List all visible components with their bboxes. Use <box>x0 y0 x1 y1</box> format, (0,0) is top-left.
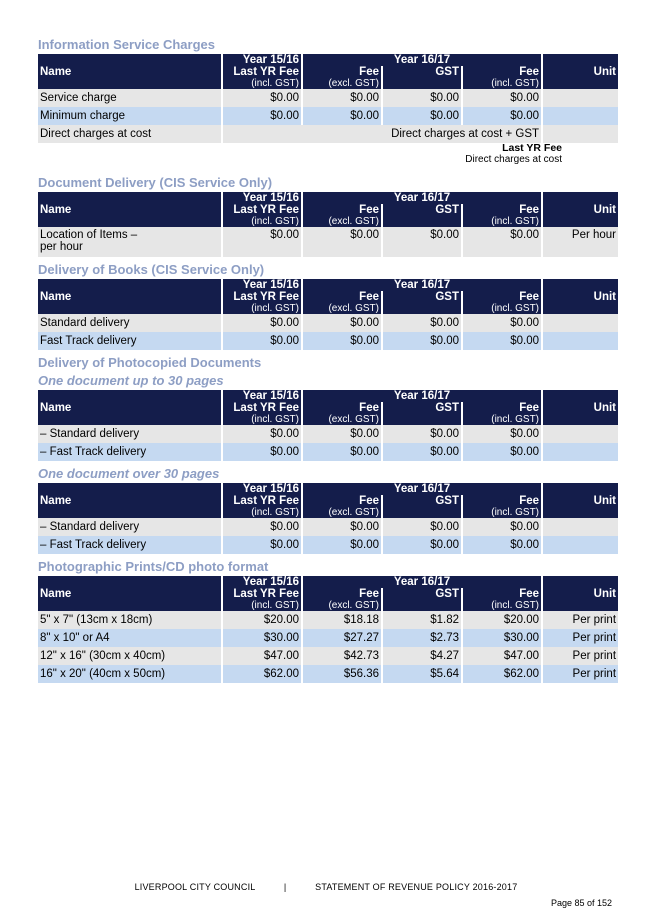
row-name: – Standard delivery <box>38 425 221 443</box>
table-row <box>38 536 618 554</box>
header-gst: GST <box>383 588 461 600</box>
row-last-year-fee: $62.00 <box>223 665 301 683</box>
header-fee-incl: Fee <box>463 291 541 303</box>
header-fee: Fee <box>303 291 381 303</box>
header-incl-gst: (incl. GST) <box>463 78 541 89</box>
row-fee-incl: $0.00 <box>463 332 541 350</box>
row-fee-excl: $0.00 <box>303 518 381 536</box>
row-fee-excl: $0.00 <box>303 227 381 257</box>
header-unit: Unit <box>543 576 618 611</box>
direct-charges-note: Direct charges at cost + GST <box>223 125 541 143</box>
section-title-photocopied-documents: Delivery of Photocopied Documents <box>38 355 262 370</box>
header-fee-incl: Fee <box>463 402 541 414</box>
header-year-1617: Year 16/17 <box>303 483 541 495</box>
header-name: Name <box>38 390 221 425</box>
row-gst: $0.00 <box>383 332 461 350</box>
header-last-yr-fee: Last YR Fee <box>223 291 301 303</box>
header-last-yr-fee: Last YR Fee <box>223 588 301 600</box>
row-gst: $0.00 <box>383 227 461 257</box>
header-gst: GST <box>383 495 461 507</box>
row-gst: $2.73 <box>383 629 461 647</box>
header-name: Name <box>38 576 221 611</box>
row-fee-incl: $0.00 <box>463 443 541 461</box>
table-row <box>38 443 618 461</box>
header-gst: GST <box>383 291 461 303</box>
table-row <box>38 125 618 143</box>
table-row <box>38 665 618 683</box>
table-row <box>38 629 618 647</box>
row-gst: $0.00 <box>383 314 461 332</box>
header-last-yr-fee: Last YR Fee <box>223 402 301 414</box>
row-name: 5" x 7" (13cm x 18cm) <box>38 611 221 629</box>
header-incl-gst: (incl. GST) <box>223 414 301 425</box>
header-fee-incl: Fee <box>463 588 541 600</box>
header-incl-gst: (incl. GST) <box>463 600 541 611</box>
row-name: 8" x 10" or A4 <box>38 629 221 647</box>
row-unit <box>543 536 618 554</box>
last-year-fee-label: Last YR Fee <box>502 142 562 154</box>
row-unit: Per hour <box>543 227 618 257</box>
row-name: 16" x 20" (40cm x 50cm) <box>38 665 221 683</box>
table-row <box>38 647 618 665</box>
row-fee-excl: $0.00 <box>303 536 381 554</box>
footer-council: LIVERPOOL CITY COUNCIL <box>134 882 256 892</box>
row-last-year-fee: $0.00 <box>223 107 301 125</box>
row-name: Direct charges at cost <box>38 125 221 143</box>
fees-table-up-to-30-pages <box>36 390 620 461</box>
row-last-year-fee: $0.00 <box>223 314 301 332</box>
row-name-line2: per hour <box>40 241 83 253</box>
fees-table-over-30-pages <box>36 483 620 554</box>
row-fee-incl: $0.00 <box>463 425 541 443</box>
row-fee-incl: $0.00 <box>463 518 541 536</box>
row-gst: $0.00 <box>383 518 461 536</box>
row-name: 12" x 16" (30cm x 40cm) <box>38 647 221 665</box>
row-fee-excl: $27.27 <box>303 629 381 647</box>
header-excl-gst: (excl. GST) <box>303 78 381 89</box>
section-title-document-delivery: Document Delivery (CIS Service Only) <box>38 175 273 190</box>
footer-policy: STATEMENT OF REVENUE POLICY 2016-2017 <box>315 882 518 892</box>
header-incl-gst: (incl. GST) <box>223 600 301 611</box>
row-unit: Per print <box>543 611 618 629</box>
fees-table-delivery-of-books <box>36 279 620 350</box>
table-row <box>38 611 618 629</box>
row-name: Minimum charge <box>38 107 221 125</box>
subsection-title-over-30-pages: One document over 30 pages <box>38 466 220 481</box>
row-fee-incl: $0.00 <box>463 314 541 332</box>
row-fee-excl: $0.00 <box>303 107 381 125</box>
row-fee-incl: $47.00 <box>463 647 541 665</box>
header-year-1617: Year 16/17 <box>303 192 541 204</box>
header-year-1617: Year 16/17 <box>303 279 541 291</box>
row-last-year-fee: $0.00 <box>223 332 301 350</box>
table-row <box>38 518 618 536</box>
table-header <box>38 192 618 227</box>
row-name: Standard delivery <box>38 314 221 332</box>
header-incl-gst: (incl. GST) <box>223 78 301 89</box>
row-gst: $0.00 <box>383 443 461 461</box>
row-name: – Fast Track delivery <box>38 443 221 461</box>
row-fee-excl: $0.00 <box>303 332 381 350</box>
section-title-delivery-of-books: Delivery of Books (CIS Service Only) <box>38 262 265 277</box>
header-unit: Unit <box>543 390 618 425</box>
table-row <box>38 332 618 350</box>
header-name: Name <box>38 54 221 89</box>
header-incl-gst: (incl. GST) <box>463 303 541 314</box>
row-fee-excl: $18.18 <box>303 611 381 629</box>
row-last-year-fee: $0.00 <box>223 536 301 554</box>
header-year-1516: Year 15/16 <box>223 483 301 495</box>
row-unit <box>543 107 618 125</box>
row-last-year-fee: $0.00 <box>223 443 301 461</box>
row-name: Fast Track delivery <box>38 332 221 350</box>
table-row <box>38 89 618 107</box>
row-gst: $0.00 <box>383 425 461 443</box>
header-gst: GST <box>383 402 461 414</box>
row-gst: $1.82 <box>383 611 461 629</box>
header-incl-gst: (incl. GST) <box>223 507 301 518</box>
row-gst: $4.27 <box>383 647 461 665</box>
table-header <box>38 576 618 611</box>
row-fee-incl: $0.00 <box>463 107 541 125</box>
subsection-title-up-to-30-pages: One document up to 30 pages <box>38 373 224 388</box>
last-year-fee-note <box>38 143 614 165</box>
table-row <box>38 107 618 125</box>
fees-table-photographic-prints <box>36 576 620 683</box>
table-header <box>38 390 618 425</box>
fees-table-document-delivery <box>36 192 620 257</box>
page-number: Page 85 of 152 <box>550 898 612 908</box>
row-gst: $5.64 <box>383 665 461 683</box>
row-gst: $0.00 <box>383 107 461 125</box>
section-title-photographic-prints: Photographic Prints/CD photo format <box>38 559 269 574</box>
row-name: – Standard delivery <box>38 518 221 536</box>
header-gst-blank <box>383 507 461 518</box>
header-year-1516: Year 15/16 <box>223 192 301 204</box>
header-gst-blank <box>383 414 461 425</box>
header-last-yr-fee: Last YR Fee <box>223 204 301 216</box>
row-last-year-fee: $30.00 <box>223 629 301 647</box>
header-fee: Fee <box>303 402 381 414</box>
row-last-year-fee: $20.00 <box>223 611 301 629</box>
direct-charges-table <box>36 125 620 143</box>
header-gst: GST <box>383 66 461 78</box>
header-unit: Unit <box>543 279 618 314</box>
row-unit <box>543 425 618 443</box>
header-year-1516: Year 15/16 <box>223 54 301 66</box>
header-fee: Fee <box>303 495 381 507</box>
row-fee-excl: $56.36 <box>303 665 381 683</box>
header-incl-gst: (incl. GST) <box>223 216 301 227</box>
header-unit: Unit <box>543 54 618 89</box>
row-gst: $0.00 <box>383 89 461 107</box>
header-incl-gst: (incl. GST) <box>463 507 541 518</box>
header-gst-blank <box>383 216 461 227</box>
row-unit <box>543 125 618 143</box>
row-name-line1: Location of Items – <box>40 229 138 241</box>
header-incl-gst: (incl. GST) <box>223 303 301 314</box>
row-name <box>38 227 221 257</box>
header-year-1617: Year 16/17 <box>303 54 541 66</box>
row-fee-excl: $42.73 <box>303 647 381 665</box>
document-page <box>38 36 617 683</box>
header-last-yr-fee: Last YR Fee <box>223 66 301 78</box>
row-unit: Per print <box>543 665 618 683</box>
header-gst-blank <box>383 303 461 314</box>
header-last-yr-fee: Last YR Fee <box>223 495 301 507</box>
header-year-1617: Year 16/17 <box>303 576 541 588</box>
header-fee: Fee <box>303 66 381 78</box>
header-excl-gst: (excl. GST) <box>303 216 381 227</box>
row-fee-excl: $0.00 <box>303 443 381 461</box>
header-unit: Unit <box>543 483 618 518</box>
row-fee-incl: $62.00 <box>463 665 541 683</box>
header-incl-gst: (incl. GST) <box>463 216 541 227</box>
row-fee-incl: $0.00 <box>463 227 541 257</box>
header-name: Name <box>38 483 221 518</box>
header-year-1516: Year 15/16 <box>223 390 301 402</box>
header-fee-incl: Fee <box>463 495 541 507</box>
row-fee-excl: $0.00 <box>303 314 381 332</box>
row-unit <box>543 314 618 332</box>
row-fee-excl: $0.00 <box>303 425 381 443</box>
header-excl-gst: (excl. GST) <box>303 600 381 611</box>
header-gst-blank <box>383 600 461 611</box>
header-gst-blank <box>383 78 461 89</box>
page-footer <box>0 882 652 892</box>
row-fee-incl: $0.00 <box>463 536 541 554</box>
row-last-year-fee: $0.00 <box>223 425 301 443</box>
row-unit <box>543 89 618 107</box>
footer-separator: | <box>283 882 287 892</box>
row-name: Service charge <box>38 89 221 107</box>
table-header <box>38 54 618 89</box>
row-unit <box>543 443 618 461</box>
row-unit: Per print <box>543 647 618 665</box>
row-last-year-fee: $0.00 <box>223 518 301 536</box>
table-row <box>38 227 618 257</box>
row-last-year-fee: $0.00 <box>223 227 301 257</box>
header-year-1516: Year 15/16 <box>223 279 301 291</box>
row-fee-incl: $20.00 <box>463 611 541 629</box>
header-excl-gst: (excl. GST) <box>303 507 381 518</box>
row-fee-incl: $30.00 <box>463 629 541 647</box>
row-unit: Per print <box>543 629 618 647</box>
table-row <box>38 425 618 443</box>
header-fee-incl: Fee <box>463 66 541 78</box>
fees-table-information-service <box>36 54 620 125</box>
header-fee-incl: Fee <box>463 204 541 216</box>
row-unit <box>543 332 618 350</box>
header-year-1617: Year 16/17 <box>303 390 541 402</box>
row-name: – Fast Track delivery <box>38 536 221 554</box>
header-name: Name <box>38 279 221 314</box>
table-row <box>38 314 618 332</box>
header-unit: Unit <box>543 192 618 227</box>
row-fee-excl: $0.00 <box>303 89 381 107</box>
table-header <box>38 483 618 518</box>
header-incl-gst: (incl. GST) <box>463 414 541 425</box>
header-name: Name <box>38 192 221 227</box>
header-excl-gst: (excl. GST) <box>303 303 381 314</box>
header-excl-gst: (excl. GST) <box>303 414 381 425</box>
row-last-year-fee: $47.00 <box>223 647 301 665</box>
header-year-1516: Year 15/16 <box>223 576 301 588</box>
header-gst: GST <box>383 204 461 216</box>
last-year-fee-value: Direct charges at cost <box>465 154 562 165</box>
header-fee: Fee <box>303 588 381 600</box>
header-fee: Fee <box>303 204 381 216</box>
row-fee-incl: $0.00 <box>463 89 541 107</box>
row-last-year-fee: $0.00 <box>223 89 301 107</box>
row-unit <box>543 518 618 536</box>
row-gst: $0.00 <box>383 536 461 554</box>
section-title-information-service: Information Service Charges <box>38 37 215 52</box>
table-header <box>38 279 618 314</box>
